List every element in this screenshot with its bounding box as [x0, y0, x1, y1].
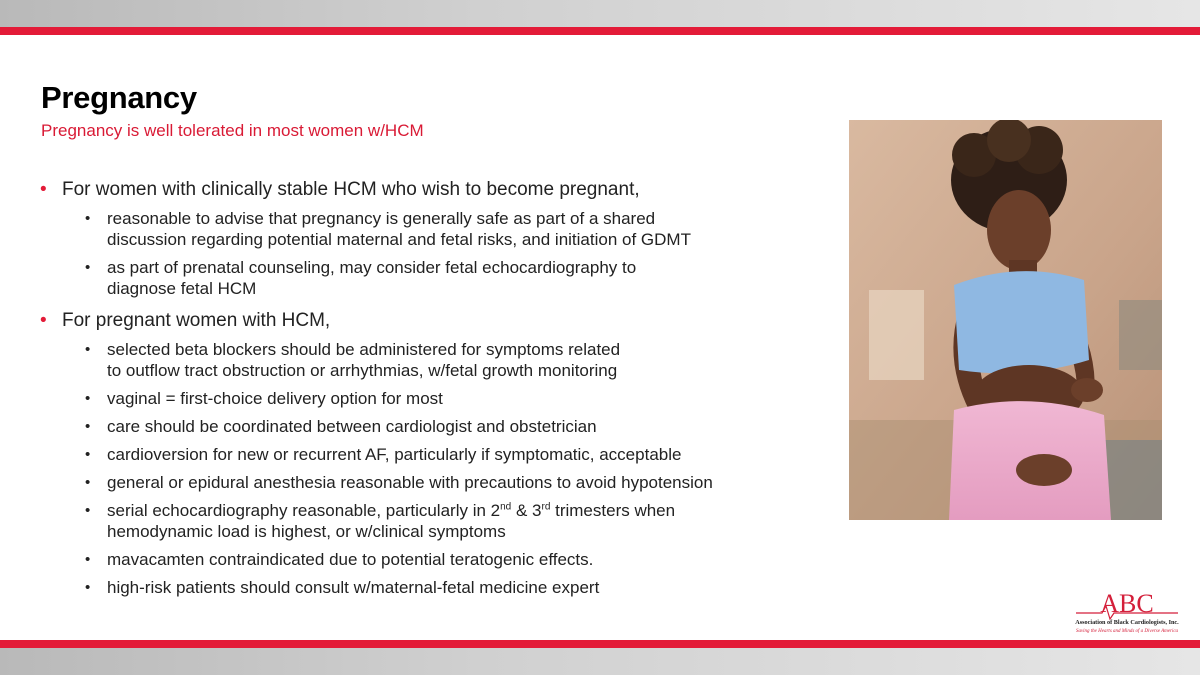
sub-bullet-marker: • [85, 341, 91, 358]
logo-tagline: Saving the Hearts and Minds of a Diverse America [1075, 629, 1179, 634]
sub-bullet-item [40, 472, 830, 493]
sub-bullet-line: cardioversion for new or recurrent AF, particularly if symptomatic, acceptable [107, 445, 682, 464]
sub-bullet-line: to outflow tract obstruction or arrhythmias, w/fetal growth monitoring [107, 361, 618, 380]
bottom-gray-band [0, 648, 1200, 675]
top-red-stripe [0, 27, 1200, 35]
slide-content [40, 178, 830, 605]
sub-bullet-item [40, 500, 830, 542]
sub-bullet-line: as part of prenatal counseling, may consider fetal echocardiography to [107, 258, 637, 277]
main-bullet-stable-hcm [40, 178, 830, 202]
pregnant-woman-photo [849, 120, 1162, 520]
slide-subtitle: Pregnancy is well tolerated in most women w/HCM [41, 121, 424, 140]
sub-bullet-marker: • [85, 502, 91, 519]
sub-bullet-item [40, 208, 830, 250]
bottom-red-stripe [0, 640, 1200, 648]
top-gray-band [0, 0, 1200, 27]
sub-bullet-marker: • [85, 551, 91, 568]
sub-bullet-line: discussion regarding potential maternal and fetal risks, and initiation of GDMT [107, 230, 691, 249]
slide-title: Pregnancy [41, 80, 197, 115]
sub-bullet-item [40, 257, 830, 299]
main-bullet-text: For women with clinically stable HCM who wish to become pregnant, [62, 179, 640, 200]
bullet-marker: • [40, 310, 47, 331]
bullet-marker: • [40, 179, 47, 200]
sub-bullet-line: high-risk patients should consult w/maternal-fetal medicine expert [107, 578, 600, 597]
sub-bullet-marker: • [85, 210, 91, 227]
sub-bullet-item [40, 444, 830, 465]
sub-bullet-marker: • [85, 390, 91, 407]
sub-bullet-marker: • [85, 474, 91, 491]
superscript: rd [541, 501, 551, 513]
sub-bullet-line: trimesters when [550, 501, 676, 520]
sub-bullet-item [40, 339, 830, 381]
sub-bullet-marker: • [85, 446, 91, 463]
main-bullet-pregnant-hcm [40, 309, 830, 333]
abc-logo [1072, 588, 1182, 636]
sub-bullet-marker: • [85, 418, 91, 435]
main-bullet-text: For pregnant women with HCM, [62, 310, 331, 331]
sub-bullet-line: & 3 [511, 501, 542, 520]
logo-mark: ABC [1100, 589, 1154, 618]
sub-bullet-item [40, 549, 830, 570]
sub-bullet-item [40, 577, 830, 598]
sub-bullet-list [40, 339, 830, 598]
sub-bullet-item [40, 388, 830, 409]
sub-bullet-line: serial echocardiography reasonable, particularly in 2 [107, 501, 501, 520]
sub-bullet-line: reasonable to advise that pregnancy is generally safe as part of a shared [107, 209, 656, 228]
sub-bullet-line: diagnose fetal HCM [107, 279, 257, 298]
sub-bullet-line: selected beta blockers should be administered for symptoms related [107, 340, 621, 359]
sub-bullet-line: care should be coordinated between cardiologist and obstetrician [107, 417, 597, 436]
sub-bullet-line: hemodynamic load is highest, or w/clinical symptoms [107, 522, 506, 541]
sub-bullet-marker: • [85, 579, 91, 596]
sub-bullet-marker: • [85, 259, 91, 276]
sub-bullet-line: mavacamten contraindicated due to potential teratogenic effects. [107, 550, 594, 569]
superscript: nd [500, 501, 512, 513]
logo-name: Association of Black Cardiologists, Inc. [1075, 619, 1179, 626]
sub-bullet-line: general or epidural anesthesia reasonable with precautions to avoid hypotension [107, 473, 713, 492]
sub-bullet-item [40, 416, 830, 437]
sub-bullet-line: vaginal = first-choice delivery option for most [107, 389, 443, 408]
sub-bullet-list [40, 208, 830, 299]
